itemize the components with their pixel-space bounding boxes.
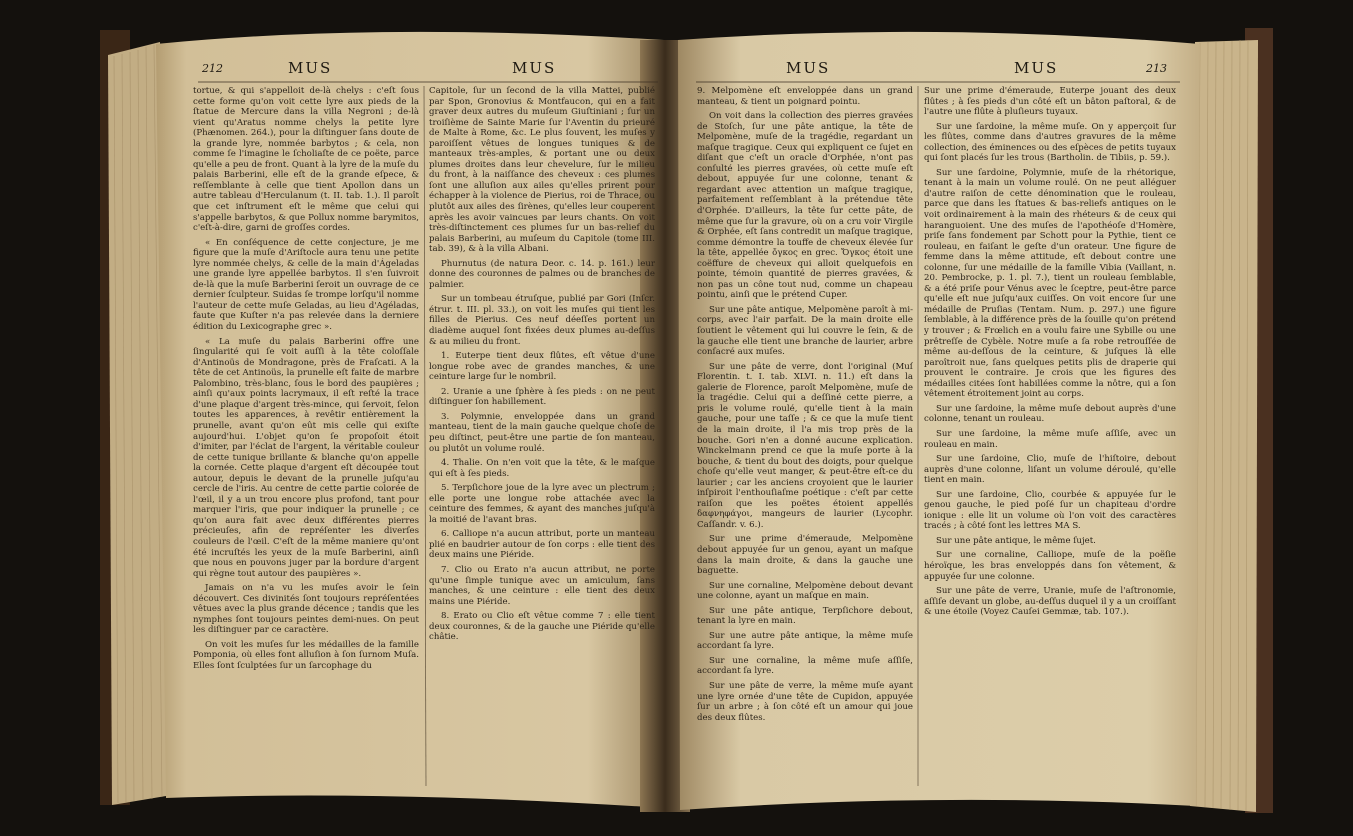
- right-running-head-1: MUS: [786, 59, 831, 77]
- paragraph: 3. Polymnie, enveloppée dans un grand manteau, tient de la main gauche quelque choſe de peu diſtinct, peut-être une partie de ſon manteau, ou plutôt un volume roulé.: [429, 411, 655, 454]
- paragraph: On voit les muſes ſur les médailles de la famille Pomponia, où elles font alluſion à ſon ſurnom Muſa. Elles ſont ſculptées ſur un ſarcophage du: [193, 639, 419, 671]
- paragraph: Sur une ſardoine, Clio, muſe de l'hiſtoire, debout auprès d'une colonne, liſant un volume déroulé, qu'elle tient en main.: [924, 454, 1176, 486]
- paragraph: Sur une pâte antique, le même ſujet.: [936, 535, 1096, 546]
- paragraph: Sur une ſardoine, Polymnie, muſe de la rhétorique, tenant à la main un volume roulé. On ne peut alléguer d'autre raiſon de cette dénomination que le rouleau, parce que dans les ſtatues & bas-reliefs antiques on le voit ordinairement à la main des rhéteurs & de ceux qui haranguoient. Une des muſes de l'apothéoſe d'Homère, priſe ſans fondement par Schott pour la Pythie, tient ce rouleau, en faiſant le geſte d'un orateur. Une figure de femme dans la même attitude, eſt debout contre une colonne, ſur une médaille de la famille Vibia (Vaillant, n. 20. Pembrocke, p. 1. pl. 7.), tient un rouleau ſemblable, & a été priſe pour Vénus avec le ſceptre, peut-être parce qu'elle eſt nue juſqu'aux cuiſſes. On voit encore ſur une médaille de Pruſias (Tentam. Num. p. 297.) une figure ſemblable, à la différence près de la ſouille qu'on prétend y trouver ; & Frœlich en a voulu faire une Sybille ou une prêtreſſe de Cybèle. Notre muſe a ſa robe retrouſſée de même au-deſſous de la ceinture, & juſques là elle paroîtroit nue, ſans quelques petits plis de draperie qui prouvent le contraire. Je crois que les figures des médailles citées ſont habillées comme la nôtre, qui a ſon vêtement étroitement joint au corps.: [924, 167, 1176, 400]
- paragraph: Sur une cornaline, Calliope, muſe de la poëſie héroïque, les bras enveloppés dans ſon vêtement, & appuyée ſur une colonne.: [924, 550, 1176, 582]
- paragraph: Jamais on n'a vu les muſes avoir le ſein découvert. Ces divinités ſont toujours repréſentées vêtues avec la plus grande décence ; tandis que les nymphes ſont toujours peintes demi-nues. On peut les diſtinguer par ce caractère.: [193, 583, 419, 636]
- paragraph: Sur un tombeau étruſque, publié par Gori (Inſcr. étrur. t. III. pl. 33.), on voit les muſes qui tient les filles de Pierius. Ces neuf déeſſes portent un diadème auquel ſont fixées deux plumes au-deſſus & au milieu du front.: [429, 294, 655, 347]
- right-page-column-1: [697, 86, 913, 786]
- paragraph: 7. Clio ou Erato n'a aucun attribut, ne porte qu'une ſimple tunique avec un amiculum, ſans manches, & une ceinture : elle tient des deux mains une Piéride.: [429, 564, 655, 607]
- left-page-column-1: [193, 86, 419, 786]
- paragraph: 9. Melpomène eſt enveloppée dans un grand manteau, & tient un poignard pointu.: [697, 86, 913, 107]
- paragraph: 2. Uranie a une ſphère à ſes pieds : on ne peut diſtinguer ſon habillement.: [429, 386, 655, 408]
- paragraph: Sur une prime d'émeraude, Melpomène debout appuyée ſur un genou, ayant un maſque dans la main droite, & dans la gauche une baguette.: [697, 534, 913, 577]
- paragraph: Sur une ſardoine, la même muſe debout auprès d'une colonne, tenant un rouleau.: [924, 403, 1176, 425]
- paragraph: Sur une pâte antique, Terpſichore debout, tenant la lyre en main.: [697, 605, 913, 627]
- right-page-column-2: [924, 86, 1176, 786]
- paragraph: On voit dans la collection des pierres gravées de Stoſch, ſur une pâte antique, la tête de Melpomène, muſe de la tragédie, regardant un maſque tragique. Ceux qui expliquent ce ſujet en diſant que c'eſt un oracle d'Orphée, n'ont pas conſulté les pierres gravées, où cette muſe eſt debout, appuyée ſur une colonne, tenant & regardant avec attention un maſque tragique, parfaitement reſſemblant à la prétendue tête d'Orphée. D'ailleurs, la tête ſur cette pâte, de même que ſur la gravure, où on a cru voir Virgile & Orphée, eſt ſans contredit un maſque tragique, comme démontre la touffe de cheveux élevée ſur la tête, appellée ὄγκος en grec. Ὄγκος étoit une coëffure de cheveux qui alloit quelquefois en pointe, témoin quantité de pierres gravées, & non pas un cône tout nud, comme un chapeau pointu, ainſi que le prétend Cuper.: [697, 111, 913, 301]
- paragraph: 6. Calliope n'a aucun attribut, porte un manteau plié en baudrier autour de ſon corps : elle tient des deux mains une Piéride.: [429, 529, 655, 561]
- paragraph: Sur une pâte de verre, Uranie, muſe de l'aſtronomie, aſſiſe devant un globe, au-deſſus duquel il y a un croiſſant & une étoile (Voyez Cauſei Gemmæ, tab. 107.).: [924, 586, 1176, 618]
- paragraph: Sur une cornaline, la même muſe aſſiſe, accordant ſa lyre.: [697, 655, 913, 677]
- paragraph: 5. Terpſichore joue de la lyre avec un plectrum ; elle porte une longue robe attachée avec la ceinture des femmes, & ayant des manches juſqu'à la moitié de l'avant bras.: [429, 483, 655, 525]
- paragraph: Sur une cornaline, Melpomène debout devant une colonne, ayant un maſque en main.: [697, 580, 913, 602]
- paragraph: Sur une prime d'émeraude, Euterpe jouant des deux flûtes ; à ſes pieds d'un côté eſt un bâton paſtoral, & de l'autre une flûte à pluſieurs tuyaux.: [924, 86, 1176, 118]
- paragraph: Sur une ſardoine, Clio, courbée & appuyée ſur le genou gauche, le pied poſé ſur un chapiteau d'ordre ionique : elle lit un volume où l'on voit des caractères tracés ; à côté ſont les lettres MA S.: [924, 489, 1176, 532]
- right-page-number: 213: [1146, 62, 1167, 75]
- paragraph: Sur une ſardoine, la même muſe. On y apperçoit ſur les flûtes, comme dans d'autres gravures de la même collection, des éminences ou des eſpèces de petits tuyaux qui ſont placés ſur les trous (Bartholin. de Tibiis, p. 59.).: [924, 121, 1176, 164]
- paragraph: 8. Erato ou Clio eſt vêtue comme 7 : elle tient deux couronnes, & de la gauche une Piéride qu'elle châtie.: [429, 611, 655, 643]
- paragraph: Sur une autre pâte antique, la même muſe accordant ſa lyre.: [697, 630, 913, 652]
- paragraph: Sur une pâte de verre, la même muſe ayant une lyre ornée d'une tête de Cupidon, appuyée ſur un arbre ; à ſon côté eſt un amour qui joue des deux flûtes.: [697, 680, 913, 723]
- right-running-head-2: MUS: [1014, 59, 1059, 77]
- paragraph: Capitole, ſur un ſecond de la villa Mattei, publié par Spon, Gronovius & Montfaucon, qui en a fait graver deux autres du muſeum Giuſtiniani ; ſur un troiſième de Sainte Marie ſur l'Aventin du prieuré de Malte à Rome, &c. Le plus ſouvent, les muſes y paroiſſent vêtues de longues tuniques & de manteaux très-amples, & portant une ou deux plumes droites dans leur chevelure, ſur le milieu du front, à la naiſſance des cheveux : ces plumes ſont une alluſion aux ailes qu'elles prirent pour échapper à la violence de Pierius, roi de Thrace, ou plutôt aux ailes des ſirènes, qu'elles leur couperent après les avoir vaincues par leurs chants. On voit très-diſtinctement ces plumes ſur un bas-relief du palais Barberini, au muſeum du Capitole (tome III. tab. 39), & à la villa Albani.: [429, 86, 655, 255]
- paragraph: 4. Thalie. On n'en voit que la tête, & le maſque qui eſt à ſes pieds.: [429, 458, 655, 479]
- paragraph: « En conſéquence de cette conjecture, je me figure que la muſe d'Ariſtocle aura tenu une petite lyre nommée chelys, & celle de la main d'Ágeladas une grande lyre appellée barbytos. Il s'en ſuivroit de-là que la muſe Barberini ſeroit un ouvrage de ce dernier ſculpteur. Suidas ſe trompe lorſqu'il nomme l'auteur de cette muſe Geladas, au lieu d'Agéladas, faute que Kuſter n'a pas relevée dans la derniere édition du Lexicographe grec ».: [193, 237, 419, 333]
- left-page-column-2: [429, 86, 655, 786]
- left-running-head-1: MUS: [288, 59, 333, 77]
- paragraph: Phurnutus (de natura Deor. c. 14. p. 161.) leur donne des couronnes de palmes ou de branches de palmier.: [429, 258, 655, 290]
- left-page-number: 212: [202, 62, 223, 75]
- paragraph: Sur une ſardoine, la même muſe aſſiſe, avec un rouleau en main.: [924, 428, 1176, 450]
- paragraph: « La muſe du palais Barberini offre une ſingularité qui ſe voit auſſi à la tête coloſſale d'Antinoüs de Mondragone, près de Fraſcati. A la tête de cet Antinoüs, la prunelle eſt faite de marbre Palombino, très-blanc, ſous le bord des paupières ; ainſi qu'aux points lacrymaux, il eſt reſté la trace d'une plaque d'argent très-mince, qui ſervoit, ſelon toutes les apparences, à revêtir entièrement la prunelle, avant qu'on eût mis celle qui exiſte aujourd'hui. L'objet qu'on ſe propoſoit étoit d'imiter, par l'éclat de l'argent, la véritable couleur de cette tunique brillante & blanche qu'on appelle la cornée. Cette plaque d'argent eſt découpée tout autour, depuis le devant de la prunelle juſqu'au cercle de l'iris. Au centre de cette partie colorée de l'œil, il y a un trou encore plus profond, tant pour marquer l'iris, que pour indiquer la prunelle ; ce qu'on aura fait avec deux différentes pierres précieuſes, afin de repréſenter les diverſes couleurs de l'œil. C'eſt de la même maniere qu'ont été incruſtés les yeux de la muſe Barberini, ainſi que nous en pouvons juger par la bordure d'argent qui règne tout autour des paupières ».: [193, 336, 419, 579]
- left-running-head-2: MUS: [512, 59, 557, 77]
- paragraph: Sur une pâte antique, Melpomène paroît à mi-corps, avec l'air parfait. De la main droite elle ſoutient le vêtement qui lui couvre le ſein, & de la gauche elle tient une branche de laurier, arbre conſacré aux muſes.: [697, 304, 913, 358]
- paragraph: tortue, & qui s'appelloit de-là chelys : c'eſt ſous cette forme qu'on voit cette lyre aux pieds de la ſtatue de Mercure dans la villa Negroni ; de-là vient qu'Aratus nomme chelys la petite lyre (Phænomen. 264.), pour la diſtinguer ſans doute de la grande lyre, nommée barbytos ; & cela, non comme ſe l'imagine le ſcholiaſte de ce poëte, parce qu'elle a peu de front. Quant à la lyre de la muſe du palais Barberini, elle eſt de la grande eſpece, & reſſemblante à celle que tient Apollon dans un autre tableau d'Herculanum (t. II. tab. 1.). Il paroît que cet inſtrument eſt le même que celui qui s'appelle barbytos, & que Pollux nomme barymitos, c'eſt-à-dire, garni de groſſes cordes.: [193, 86, 419, 234]
- paragraph: 1. Euterpe tient deux flûtes, eſt vêtue d'une longue robe avec de grandes manches, & une ceinture large ſur le nombril.: [429, 351, 655, 383]
- paragraph: Sur une pâte de verre, dont l'original (Muſ Florentin. t. I. tab. XLVI. n. 11.) eſt dans la galerie de Florence, paroît Melpomène, muſe de la tragédie. Celui qui a deſſiné cette pierre, a pris le volume roulé, qu'elle tient à la main gauche, pour une taſſe ; & ce que la muſe tient de la main droite, il l'a mis trop près de la bouche. Gori n'en a donné aucune explication. Winckelmann prend ce que la muſe porte à la bouche, & tient du bout des doigts, pour quelque choſe qu'elle veut manger, & peut-être eſt-ce du laurier ; car les anciens croyoient que le laurier inſpiroit l'enthouſiaſme poétique : c'eſt par cette raiſon que les poëtes étoient appellés δαφνηφάγοι, mangeurs de laurier (Lycophr. Caſſandr. v. 6.).: [697, 361, 913, 530]
